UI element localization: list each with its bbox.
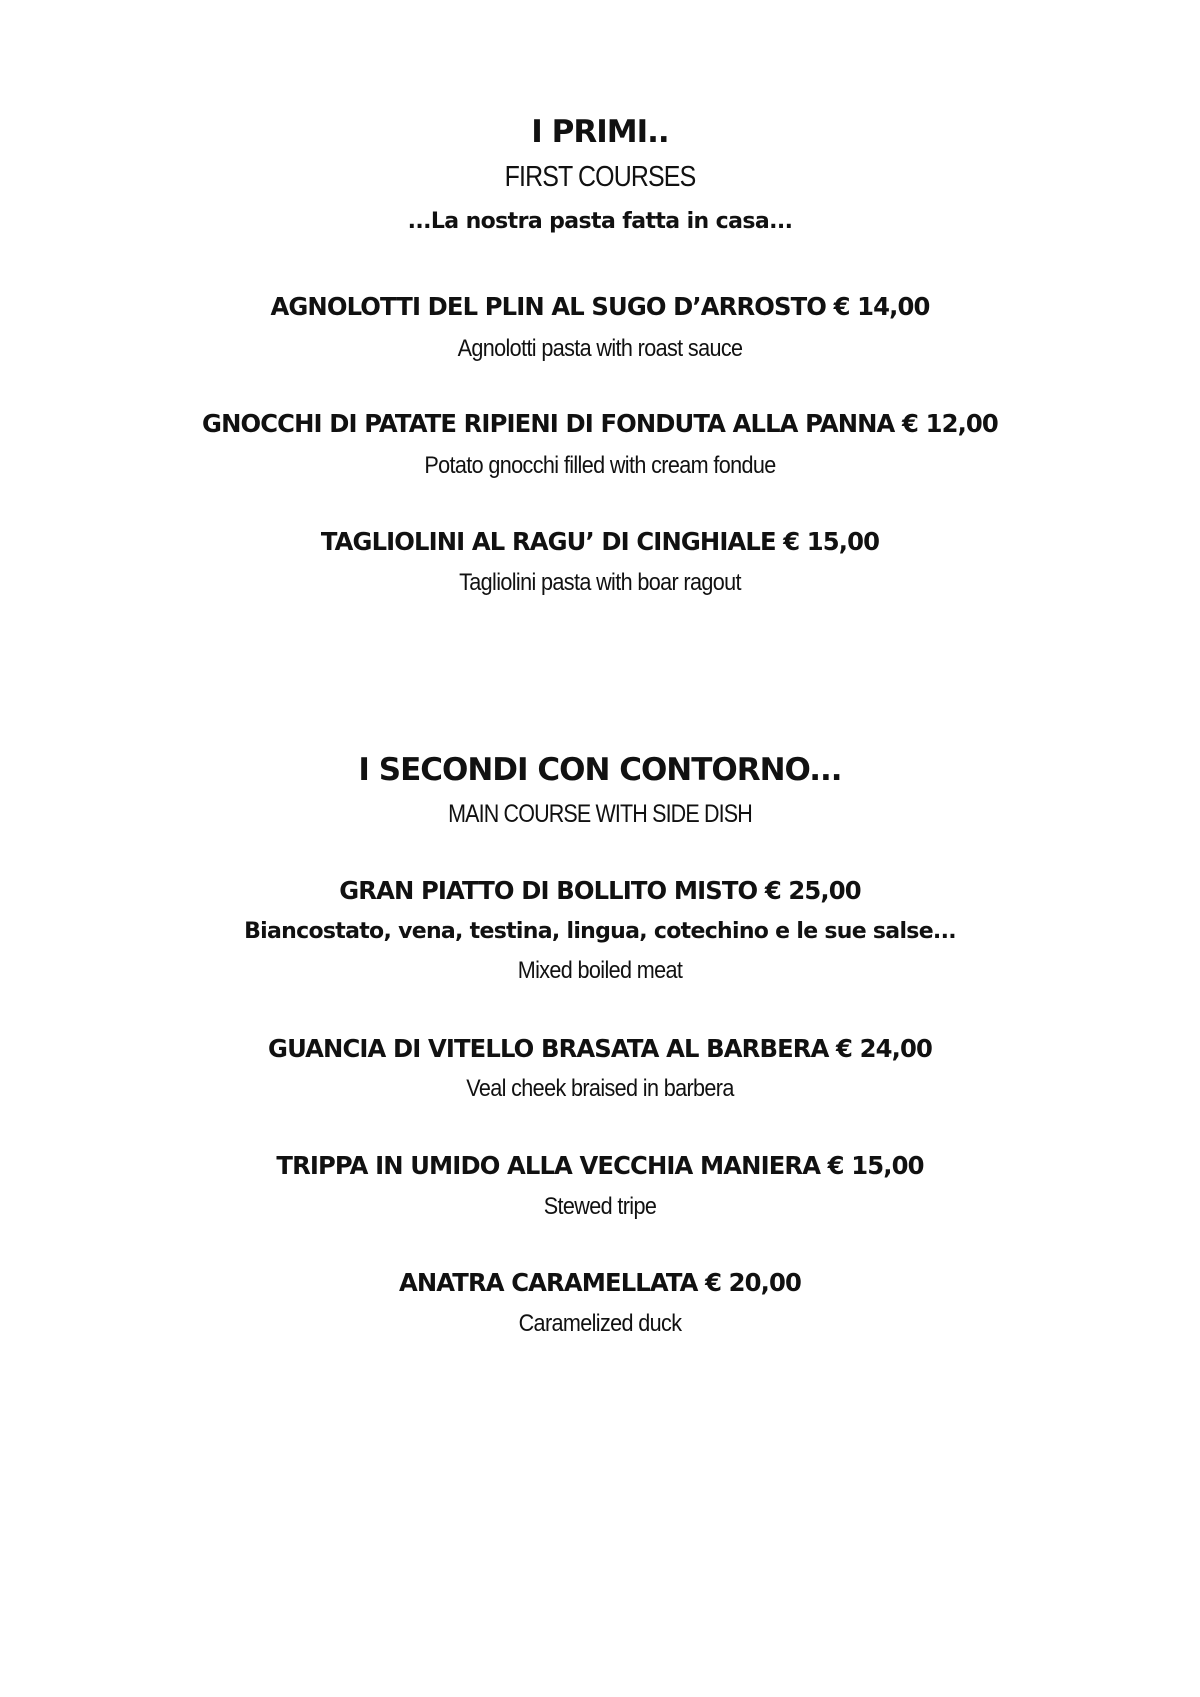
dish-name: GRAN PIATTO DI BOLLITO MISTO € 25,00: [339, 876, 861, 905]
primi-title: I PRIMI..: [531, 114, 669, 150]
dish-name: GNOCCHI DI PATATE RIPIENI DI FONDUTA ALLA PANNA € 12,00: [202, 409, 998, 438]
dish-english: Mixed boiled meat: [517, 957, 683, 984]
dish-english: Agnolotti pasta with roast sauce: [457, 335, 743, 362]
dish-name: TAGLIOLINI AL RAGU’ DI CINGHIALE € 15,00: [320, 527, 880, 556]
secondi-title: I SECONDI CON CONTORNO...: [358, 752, 842, 788]
dish-name: ANATRA CARAMELLATA € 20,00: [398, 1268, 802, 1297]
dish-english: Veal cheek braised in barbera: [466, 1075, 734, 1102]
dish-english: Tagliolini pasta with boar ragout: [459, 569, 741, 596]
primi-subtitle: FIRST COURSES: [504, 161, 696, 193]
dish-name: TRIPPA IN UMIDO ALLA VECCHIA MANIERA € 15,00: [276, 1151, 924, 1180]
dish-description: Biancostato, vena, testina, lingua, cotechino e le sue salse...: [244, 919, 956, 944]
dish-english: Caramelized duck: [518, 1310, 682, 1337]
secondi-subtitle: MAIN COURSE WITH SIDE DISH: [448, 800, 752, 828]
dish-name: GUANCIA DI VITELLO BRASATA AL BARBERA € 24,00: [268, 1034, 932, 1063]
primi-note: ...La nostra pasta fatta in casa...: [407, 209, 793, 234]
dish-name: AGNOLOTTI DEL PLIN AL SUGO D’ARROSTO € 14,00: [270, 292, 930, 321]
dish-english: Potato gnocchi filled with cream fondue: [424, 452, 776, 479]
dish-english: Stewed tripe: [543, 1193, 657, 1220]
